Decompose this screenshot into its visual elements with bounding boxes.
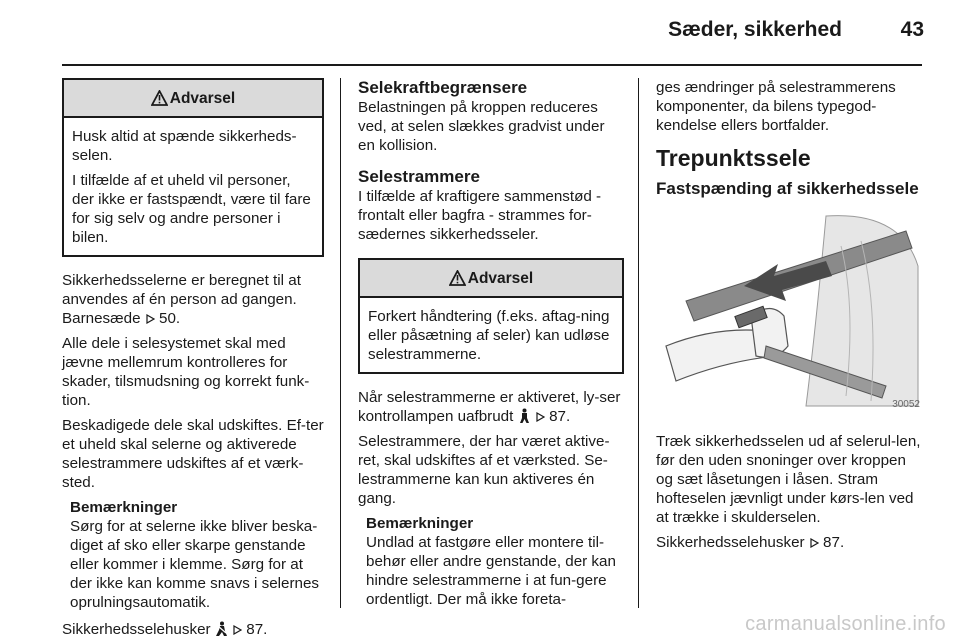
note-block [358,514,624,609]
subheading: Selestrammere [358,167,480,186]
note-block [62,498,324,612]
note-text: Undlad at fastgøre eller montere til-behør eller andre genstande, der kan hindre selestrammerne i at fun-gere ordentligt. Der må ikke foreta- [366,534,616,608]
page-reference-icon [535,412,545,422]
warning-title: Advarsel [467,269,534,287]
paragraph-text: Når selestrammerne er aktiveret, ly-ser kontrollampen uafbrudt [358,389,621,425]
warning-text: I tilfælde af et uheld vil personer, der ikke er fastspændt, være til fare for sig selv og andre personer i bilen. [72,172,311,246]
body-paragraph: Træk sikkerhedsselen ud af selerul-len, før den uden snoninger over kroppen og sæt låsetungen i låsen. Stram hofteselen jævnligt under kørs-len ved at trække i skulderselen. [656,433,921,526]
warning-header [360,260,622,298]
column-1 [62,78,324,642]
body-paragraph: Beskadigede dele skal udskiftes. Ef-ter et uheld skal selerne og aktiverede selestrammere udskiftes af et værk-sted. [62,417,324,491]
seatbelt-reminder-icon [215,621,228,637]
watermark: carmanualsonline.info [745,613,946,635]
note-text: Sørg for at selerne ikke bliver beska-diget af sko eller skarpe genstande eller kommer i klemme. Sørg for at der ikke kan komme snavs i selernes oprulningsautomatik. [70,518,320,611]
page-reference-icon [809,538,819,548]
warning-box [358,258,624,374]
body-paragraph: Selestrammere, der har været aktive-ret, skal udskiftes af et værksted. Se-lestrammerne kan kun aktiveres én gang. [358,433,610,507]
body-paragraph: ges ændringer på selestrammerens komponenter, da bilens typegod-kendelse ellers bortfalder. [656,79,896,134]
page-title: Sæder, sikkerhed [668,18,842,41]
subheading: Selekraftbegrænsere [358,78,528,97]
column-2 [358,78,624,617]
page-reference[interactable]: 50. [159,310,181,327]
warning-text: Husk altid at spænde sikkerheds-selen. [72,128,297,164]
page-reference-icon [232,625,242,635]
seatbelt-illustration [656,206,922,416]
body-paragraph: Alle dele i selesystemet skal med jævne mellemrum kontrolleres for skader, tilsmudsning og korrekt funk-tion. [62,335,310,409]
body-paragraph: I tilfælde af kraftigere sammenstød - frontalt eller bagfra - strammes for-sædernes sikkerhedsseler. [358,188,602,243]
seatbelt-tensioner-lamp-icon [518,408,531,424]
warning-header [64,80,322,118]
page-reference[interactable]: 87. [823,534,845,551]
column-3 [656,78,922,558]
body-paragraph [62,271,324,328]
warning-triangle-icon [151,90,168,106]
section-heading: Trepunktssele [656,145,811,171]
warning-title: Advarsel [169,89,236,107]
figure-number: 30052 [892,399,920,410]
paragraph-text: Sikkerhedsselerne er beregnet til at anvendes af én person ad gangen. Barnesæde [62,272,301,327]
body-paragraph [358,388,624,426]
seatbelt-figure-graphic [656,206,922,416]
note-label: Bemærkninger [70,499,178,516]
note-label: Bemærkninger [366,515,474,532]
page-number: 43 [900,18,924,41]
header-divider [62,64,922,66]
warning-text: Forkert håndtering (f.eks. aftag-ning eller påsætning af seler) kan udløse selestrammerne. [368,308,610,363]
column-divider [340,78,341,608]
column-divider [638,78,639,608]
body-paragraph [62,620,324,639]
page-reference[interactable]: 87. [246,621,268,638]
body-paragraph [656,533,922,552]
paragraph-text: Sikkerhedsselehusker [656,534,805,551]
body-paragraph: Belastningen på kroppen reduceres ved, at selen slækkes gradvist under en kollision. [358,99,605,154]
warning-body [360,298,622,372]
paragraph-text: Sikkerhedsselehusker [62,621,211,638]
warning-box [62,78,324,257]
warning-body [64,118,322,255]
subsection-heading: Fastspænding af sikkerhedssele [656,179,919,198]
page-reference-icon [145,314,155,324]
warning-triangle-icon [449,270,466,286]
page-reference[interactable]: 87. [549,408,571,425]
